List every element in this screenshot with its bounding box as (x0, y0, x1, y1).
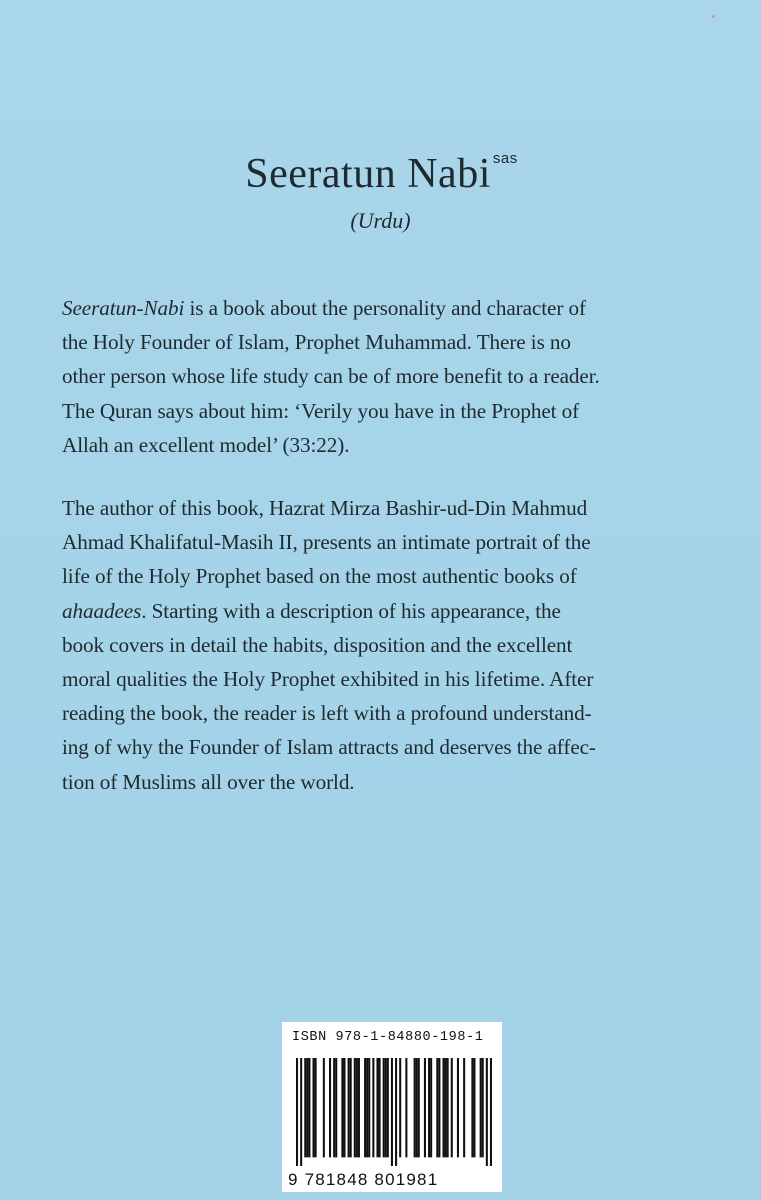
barcode-bar (296, 1058, 298, 1166)
barcode-bar (368, 1058, 370, 1157)
barcode-bar (391, 1058, 393, 1166)
barcode-bar (356, 1058, 358, 1157)
barcode-bar (490, 1058, 492, 1166)
barcode-bar (418, 1058, 420, 1157)
barcode-bar (366, 1058, 368, 1157)
barcode-bar (335, 1058, 337, 1157)
text-line: book covers in detail the habits, disposition and the excellent (62, 632, 573, 657)
text-line: The Quran says about him: ‘Verily you have in the Prophet of (62, 398, 580, 423)
book-title (245, 150, 518, 198)
barcode-bar (313, 1058, 315, 1157)
barcode-bar (358, 1058, 360, 1157)
barcode-bar (354, 1058, 356, 1157)
barcode-bar (486, 1058, 488, 1166)
barcode-bar (447, 1058, 449, 1157)
barcode-bar (405, 1058, 407, 1157)
text-fragment: is a book about the personality and character of (184, 296, 586, 320)
barcode-bar (329, 1058, 331, 1157)
barcode-bar (379, 1058, 381, 1157)
barcode-bar (348, 1058, 350, 1157)
barcode-bar (480, 1058, 482, 1157)
barcode-bar (308, 1058, 310, 1157)
text-line: tion of Muslims all over the world. (62, 769, 355, 794)
barcode-bar (343, 1058, 345, 1157)
barcode-bar (341, 1058, 343, 1157)
barcode-bar (471, 1058, 473, 1157)
text-line: life of the Holy Prophet based on the most authentic books of (62, 564, 577, 589)
italic-term: ahaadees (62, 598, 142, 623)
barcode-bar (383, 1058, 385, 1157)
book-subtitle: (Urdu) (350, 208, 411, 233)
barcode-bar (350, 1058, 352, 1157)
description-paragraph-2 (62, 491, 722, 799)
text-fragment: . Starting with a description of his appearance, the (141, 598, 561, 623)
title-superscript: sas (492, 150, 518, 167)
text-line: reading the book, the reader is left with a profound understand- (62, 701, 592, 726)
barcode-bar (451, 1058, 453, 1157)
barcode-bar (482, 1058, 484, 1157)
text-line: other person whose life study can be of more benefit to a reader. (62, 364, 600, 389)
text-line: Allah an excellent model’ (33:22). (62, 432, 350, 457)
barcode-bar (333, 1058, 335, 1157)
barcode-bar (399, 1058, 401, 1157)
barcode-icon (296, 1058, 492, 1166)
text-line: The author of this book, Hazrat Mirza Bashir-ud-Din Mahmud (62, 496, 588, 520)
barcode-bar (387, 1058, 389, 1157)
description-paragraph-1 (62, 291, 722, 462)
text-line: Ahmad Khalifatul-Masih II, presents an intimate portrait of the (62, 530, 591, 555)
barcode-bar (445, 1058, 447, 1157)
barcode-bar (473, 1058, 475, 1157)
barcode-bar (376, 1058, 378, 1157)
text-line (62, 594, 722, 628)
barcode-bar (436, 1058, 438, 1157)
book-title-text: Seeratun Nabi (245, 151, 491, 197)
title-block (0, 150, 761, 198)
text-line: ing of why the Founder of Islam attracts and deserves the affec- (62, 735, 596, 760)
barcode-bar (372, 1058, 374, 1157)
barcode-bar (457, 1058, 459, 1157)
barcode-bar (438, 1058, 440, 1157)
text-line (62, 291, 722, 325)
isbn-barcode-box (282, 1022, 502, 1192)
barcode-bar (364, 1058, 366, 1157)
italic-title: Seeratun-Nabi (62, 296, 185, 320)
barcode-bar (306, 1058, 308, 1157)
barcode-bar (442, 1058, 444, 1157)
barcode-bar (304, 1058, 306, 1157)
barcode-bar (395, 1058, 397, 1166)
barcode-bar (463, 1058, 465, 1157)
barcode-bar (323, 1058, 325, 1157)
barcode-digits: 9 781848 801981 (288, 1170, 439, 1189)
barcode-bar (385, 1058, 387, 1157)
barcode-bar (430, 1058, 432, 1157)
text-line: the Holy Founder of Islam, Prophet Muhammad. There is no (62, 330, 571, 355)
barcode-bar (414, 1058, 416, 1157)
barcode-bar (300, 1058, 302, 1166)
barcode-bar (315, 1058, 317, 1157)
barcode-bar (416, 1058, 418, 1157)
barcode-bar (428, 1058, 430, 1157)
barcode-bar (424, 1058, 426, 1157)
print-speck (712, 15, 715, 18)
text-line: moral qualities the Holy Prophet exhibited in his lifetime. After (62, 667, 594, 692)
isbn-label: ISBN 978-1-84880-198-1 (292, 1030, 484, 1045)
